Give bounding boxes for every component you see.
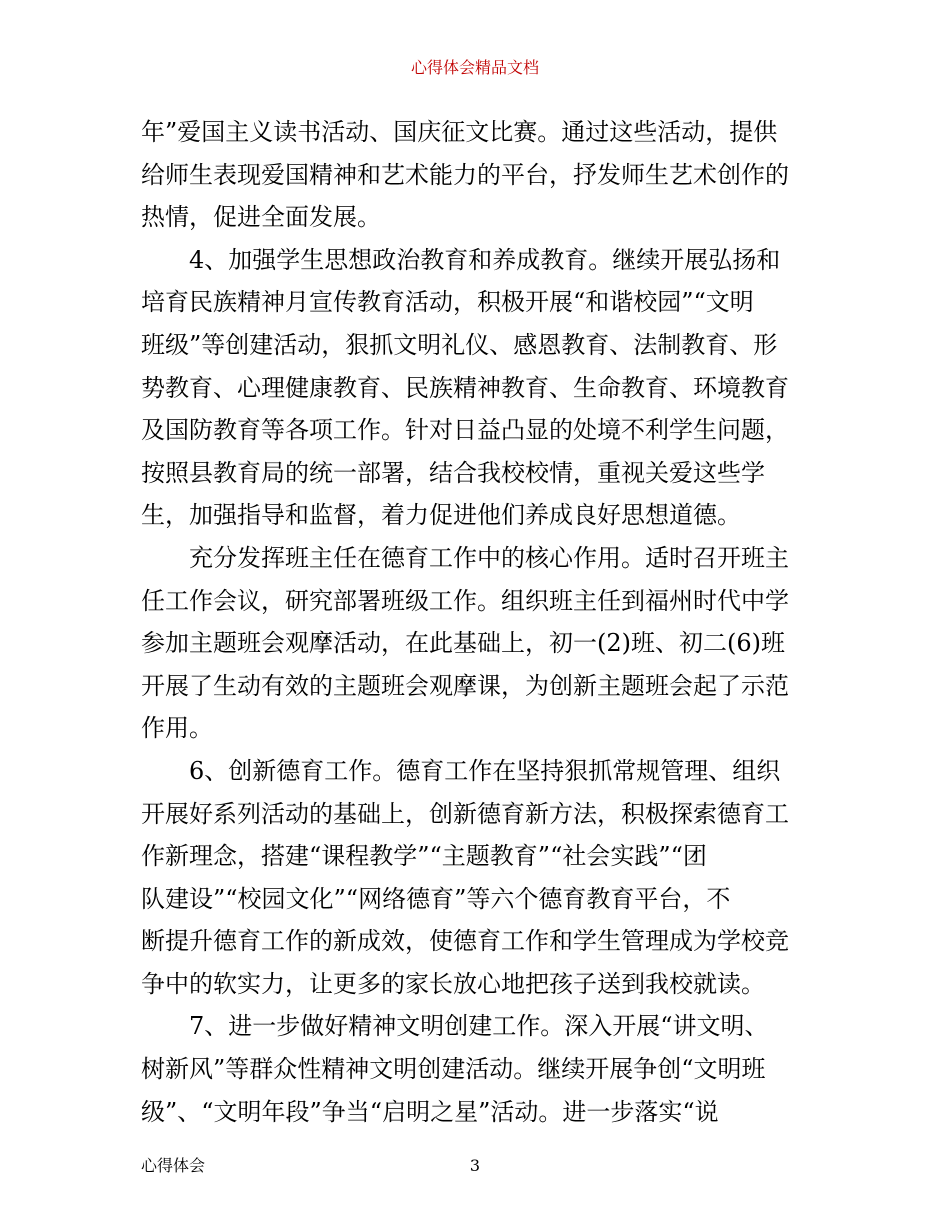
text-line: 开展好系列活动的基础上，创新德育新方法，积极探索德育工 [141, 799, 789, 828]
text-line: 级”、“文明年段”争当“启明之星”活动。进一步落实“说 [141, 1097, 719, 1126]
text-line: 及国防教育等各项工作。针对日益凸显的处境不利学生问题， [141, 416, 789, 445]
text-line: 充分发挥班主任在德育工作中的核心作用。适时召开班主 [189, 543, 789, 572]
text-line: 断提升德育工作的新成效，使德育工作和学生管理成为学校竞 [141, 927, 789, 956]
page-header-title: 心得体会精品文档 [410, 58, 539, 77]
text-line: 队建设”“校园文化”“网络德育”等六个德育教育平台，不 [141, 884, 731, 913]
text-line: 势教育、心理健康教育、民族精神教育、生命教育、环境教育 [141, 373, 789, 402]
text-line: 热情，促进全面发展。 [141, 203, 381, 232]
page-number: 3 [469, 1156, 481, 1175]
text-line: 4、加强学生思想政治教育和养成教育。继续开展弘扬和 [189, 245, 781, 274]
text-line: 树新风”等群众性精神文明创建活动。继续开展争创“文明班 [141, 1055, 766, 1084]
text-line: 给师生表现爱国精神和艺术能力的平台，抒发师生艺术创作的 [141, 160, 789, 189]
text-line: 任工作会议，研究部署班级工作。组织班主任到福州时代中学 [141, 586, 789, 615]
text-line: 开展了生动有效的主题班会观摩课，为创新主题班会起了示范 [141, 671, 789, 700]
text-line: 生，加强指导和监督，着力促进他们养成良好思想道德。 [141, 501, 741, 530]
text-line: 6、创新德育工作。德育工作在坚持狠抓常规管理、组织 [189, 756, 781, 785]
text-line: 争中的软实力，让更多的家长放心地把孩子送到我校就读。 [141, 969, 765, 998]
text-line: 培育民族精神月宣传教育活动，积极开展“和谐校园”“文明 [141, 288, 754, 317]
document-body [141, 111, 811, 1133]
text-line: 作新理念，搭建“课程教学”“主题教育”“社会实践”“团 [141, 842, 707, 871]
text-line: 班级”等创建活动，狠抓文明礼仪、感恩教育、法制教育、形 [141, 330, 778, 359]
text-line: 作用。 [141, 714, 213, 743]
footer-label: 心得体会 [141, 1156, 206, 1175]
text-line: 按照县教育局的统一部署，结合我校校情，重视关爱这些学 [141, 458, 765, 487]
text-line: 年”爱国主义读书活动、国庆征文比赛。通过这些活动，提供 [141, 118, 778, 146]
text-line: 7、进一步做好精神文明创建工作。深入开展“讲文明、 [189, 1012, 769, 1041]
text-line: 参加主题班会观摩活动，在此基础上，初一(2)班、初二(6)班 [141, 629, 785, 658]
